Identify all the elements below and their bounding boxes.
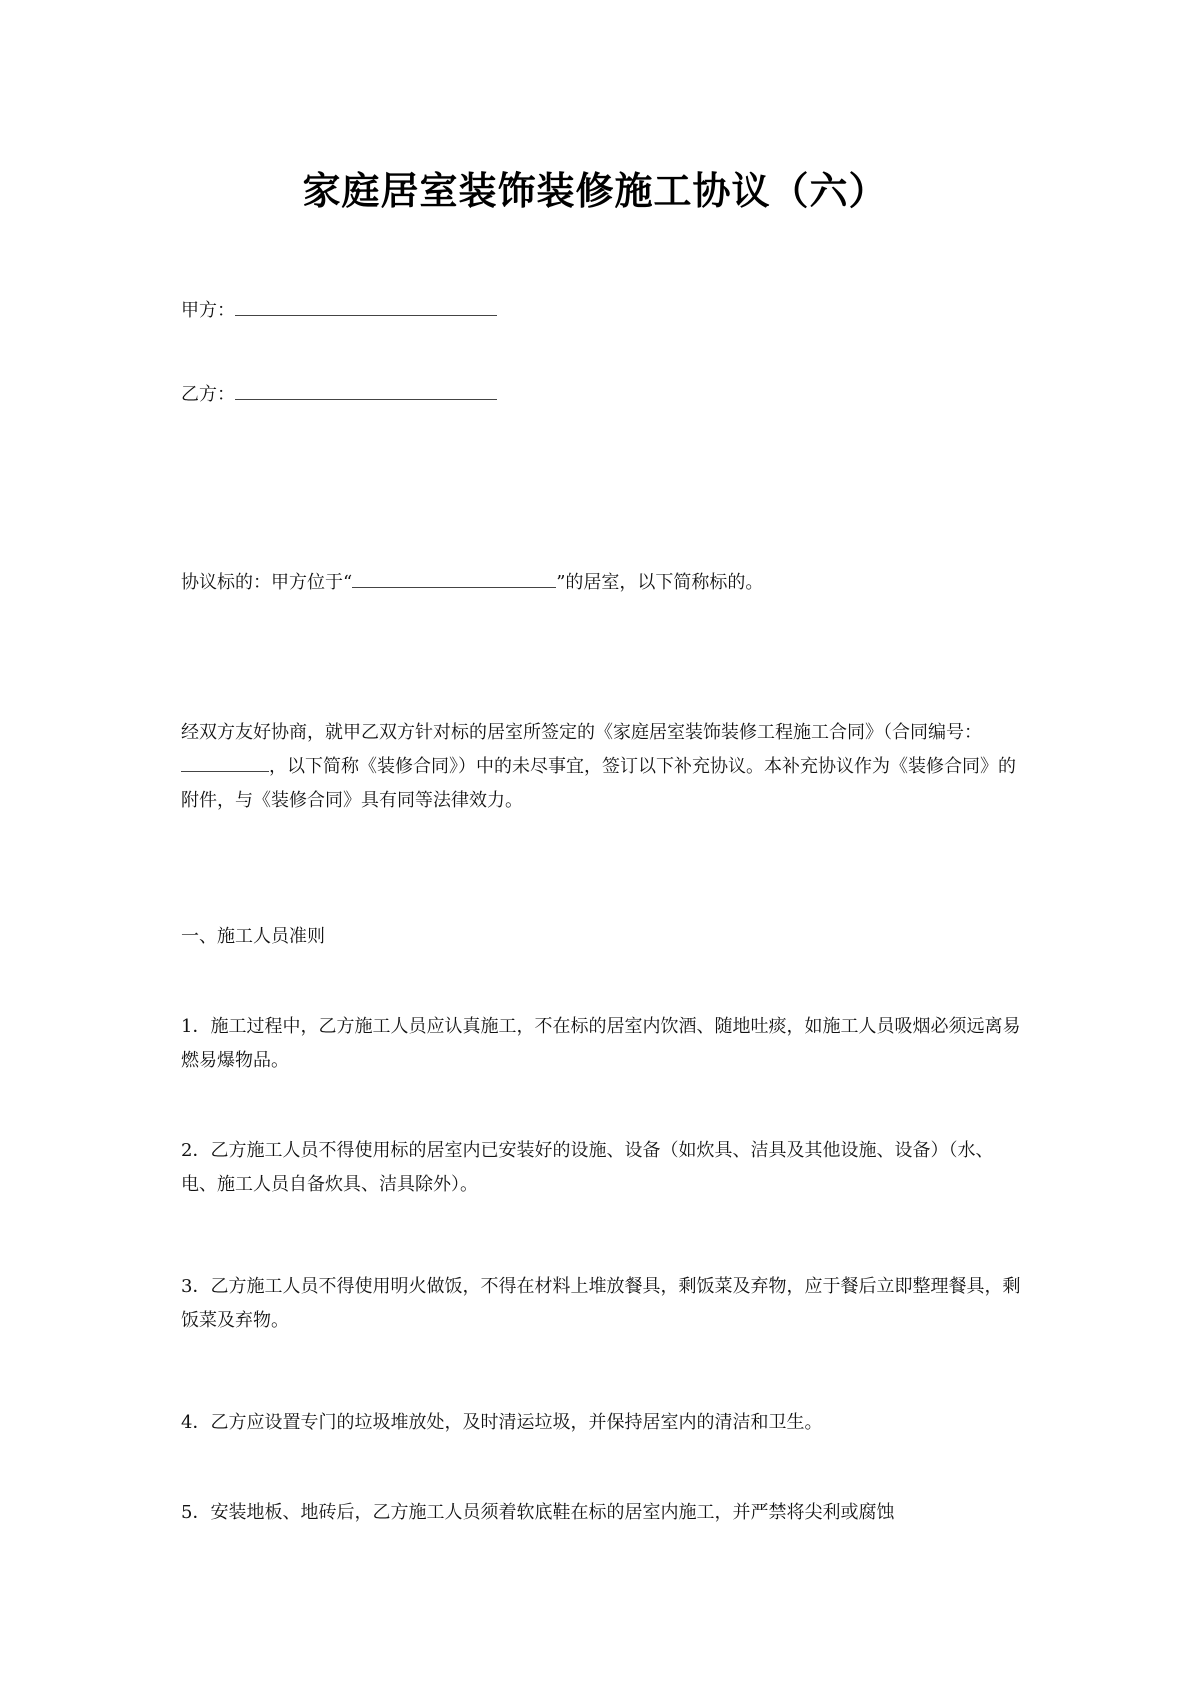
rule-item-4: 4．乙方应设置专门的垃圾堆放处，及时清运垃圾，并保持居室内的清洁和卫生。 bbox=[181, 1412, 823, 1433]
subject-suffix: ”的居室，以下简称标的。 bbox=[556, 572, 764, 593]
rule-item-1: 1．施工过程中，乙方施工人员应认真施工，不在标的居室内饮酒、随地吐痰，如施工人员吸烟必须远离易燃易爆物品。 bbox=[181, 1016, 1021, 1071]
party-b-blank[interactable] bbox=[235, 385, 497, 400]
intro-text-2: ，以下简称《装修合同》）中的未尽事宜，签订以下补充协议。本补充协议作为《装修合同》的附件，与《装修合同》具有同等法律效力。 bbox=[181, 756, 1016, 811]
party-a-blank[interactable] bbox=[235, 301, 497, 316]
party-a-line bbox=[181, 294, 1021, 328]
party-b-line bbox=[181, 378, 1021, 412]
intro-paragraph bbox=[181, 716, 1021, 818]
rule-item-5: 5．安装地板、地砖后，乙方施工人员须着软底鞋在标的居室内施工，并严禁将尖利或腐蚀 bbox=[181, 1502, 895, 1523]
subject-prefix: 协议标的：甲方位于“ bbox=[181, 572, 353, 593]
subject-address-blank[interactable] bbox=[352, 573, 556, 588]
contract-number-blank[interactable] bbox=[181, 757, 269, 772]
rule-item-2: 2．乙方施工人员不得使用标的居室内已安装好的设施、设备（如炊具、洁具及其他设施、设备）（水、电、施工人员自备炊具、洁具除外）。 bbox=[181, 1140, 994, 1195]
rule-item-3: 3．乙方施工人员不得使用明火做饭，不得在材料上堆放餐具，剩饭菜及弃物，应于餐后立即整理餐具，剩饭菜及弃物。 bbox=[181, 1276, 1021, 1331]
intro-text-1: 经双方友好协商，就甲乙双方针对标的居室所签定的《家庭居室装饰装修工程施工合同》（合同编号： bbox=[181, 722, 982, 743]
section-heading: 一、施工人员准则 bbox=[181, 926, 325, 947]
document-title: 家庭居室装饰装修施工协议（六） bbox=[302, 169, 888, 213]
subject-line bbox=[181, 566, 1021, 600]
party-b-label: 乙方： bbox=[181, 384, 235, 405]
party-a-label: 甲方： bbox=[181, 300, 235, 321]
